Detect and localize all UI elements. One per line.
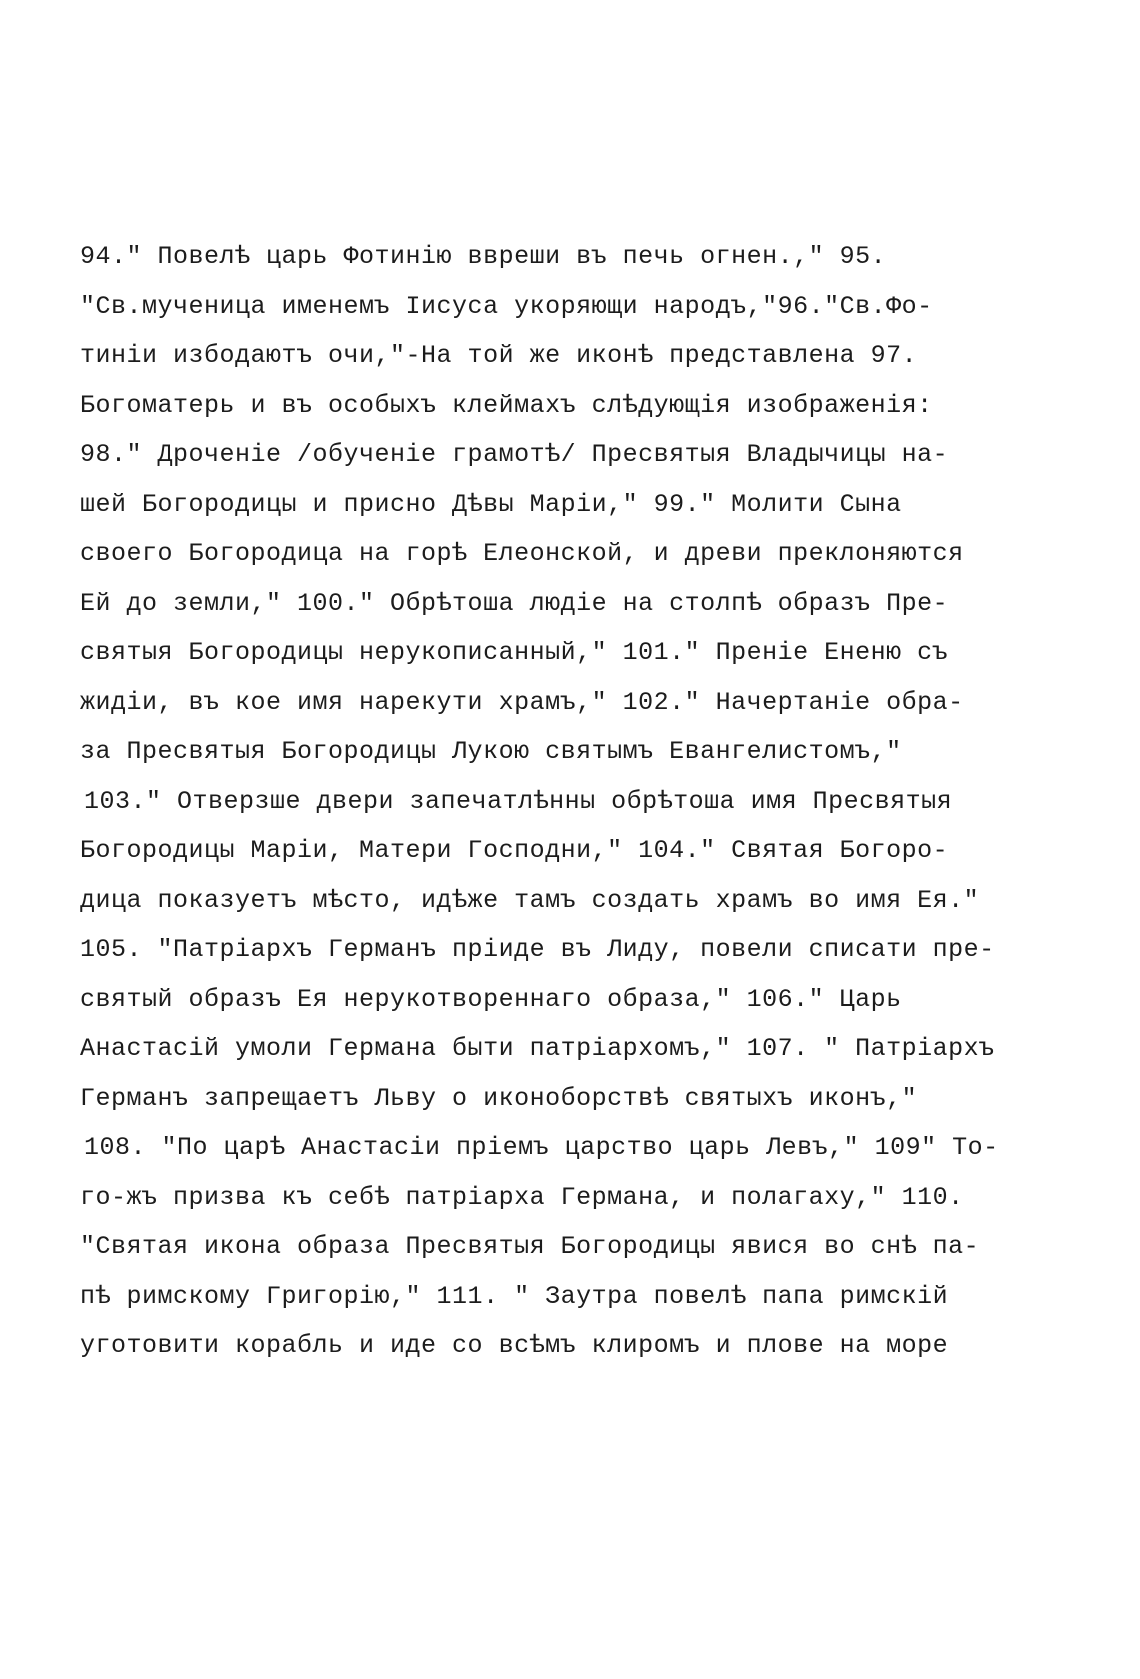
text-line-9: святыя Богородицы нерукописанный," 101." Преніе Ененю съ bbox=[80, 638, 949, 667]
text-line-21: "Святая икона образа Пресвятыя Богородицы явися во снѣ па- bbox=[80, 1232, 980, 1261]
text-line-15: 105. "Патріархъ Германъ пріиде въ Лиду, повели списати пре- bbox=[80, 935, 995, 964]
text-line-17: Анастасій умоли Германа быти патріархомъ," 107. " Патріархъ bbox=[80, 1034, 995, 1063]
typescript-text-block bbox=[80, 242, 1040, 1381]
text-line-10: жидіи, въ кое имя нарекути храмъ," 102." Начертаніе обра- bbox=[80, 687, 964, 717]
text-line-14: дица показуетъ мѣсто, идѣже тамъ создать храмъ во имя Ея." bbox=[80, 885, 980, 915]
text-line-23: уготовити корабль и иде со всѣмъ клиромъ и плове на море bbox=[80, 1331, 949, 1360]
text-line-4: Богоматерь и въ особыхъ клеймахъ слѣдующія изображенія: bbox=[80, 390, 933, 420]
text-line-12: 103." Отверзше двери запечатлѣнны обрѣтоша имя Пресвятыя bbox=[84, 786, 953, 816]
text-line-11: за Пресвятыя Богородицы Лукою святымъ Евангелистомъ," bbox=[80, 737, 902, 766]
text-line-20: го-жъ призва къ себѣ патріарха Германа, и полагаху," 110. bbox=[80, 1182, 964, 1212]
text-line-22: пѣ римскому Григорію," 111. " Заутра повелѣ папа римскій bbox=[80, 1281, 949, 1311]
text-line-13: Богородицы Маріи, Матери Господни," 104." Святая Богоро- bbox=[80, 836, 949, 865]
text-line-7: своего Богородица на горѣ Елеонской, и древи преклоняются bbox=[80, 539, 964, 568]
text-line-18: Германъ запрещаетъ Льву о иконоборствѣ святыхъ иконъ," bbox=[80, 1083, 918, 1113]
text-line-6: шей Богородицы и присно Дѣвы Маріи," 99." Молити Сына bbox=[80, 489, 902, 519]
text-line-8: Ей до земли," 100." Обрѣтоша людіе на столпѣ образъ Пре- bbox=[80, 588, 949, 618]
text-line-16: святый образъ Ея нерукотвореннаго образа," 106." Царь bbox=[80, 984, 902, 1014]
text-line-19: 108. "По царѣ Анастасіи пріемъ царство царь Левъ," 109" То- bbox=[84, 1133, 999, 1162]
text-line-2: "Св.мученица именемъ Іисуса укоряющи народъ,"96."Св.Фо- bbox=[80, 291, 933, 321]
text-line-1: 94." Повелѣ царь Фотинію ввреши въ печь огнен.," 95. bbox=[80, 242, 887, 271]
text-line-3: тиніи избодаютъ очи,"-На той же иконѣ представлена 97. bbox=[80, 341, 918, 370]
text-line-5: 98." Дроченіе /обученіе грамотѣ/ Пресвятыя Владычицы на- bbox=[80, 440, 949, 469]
